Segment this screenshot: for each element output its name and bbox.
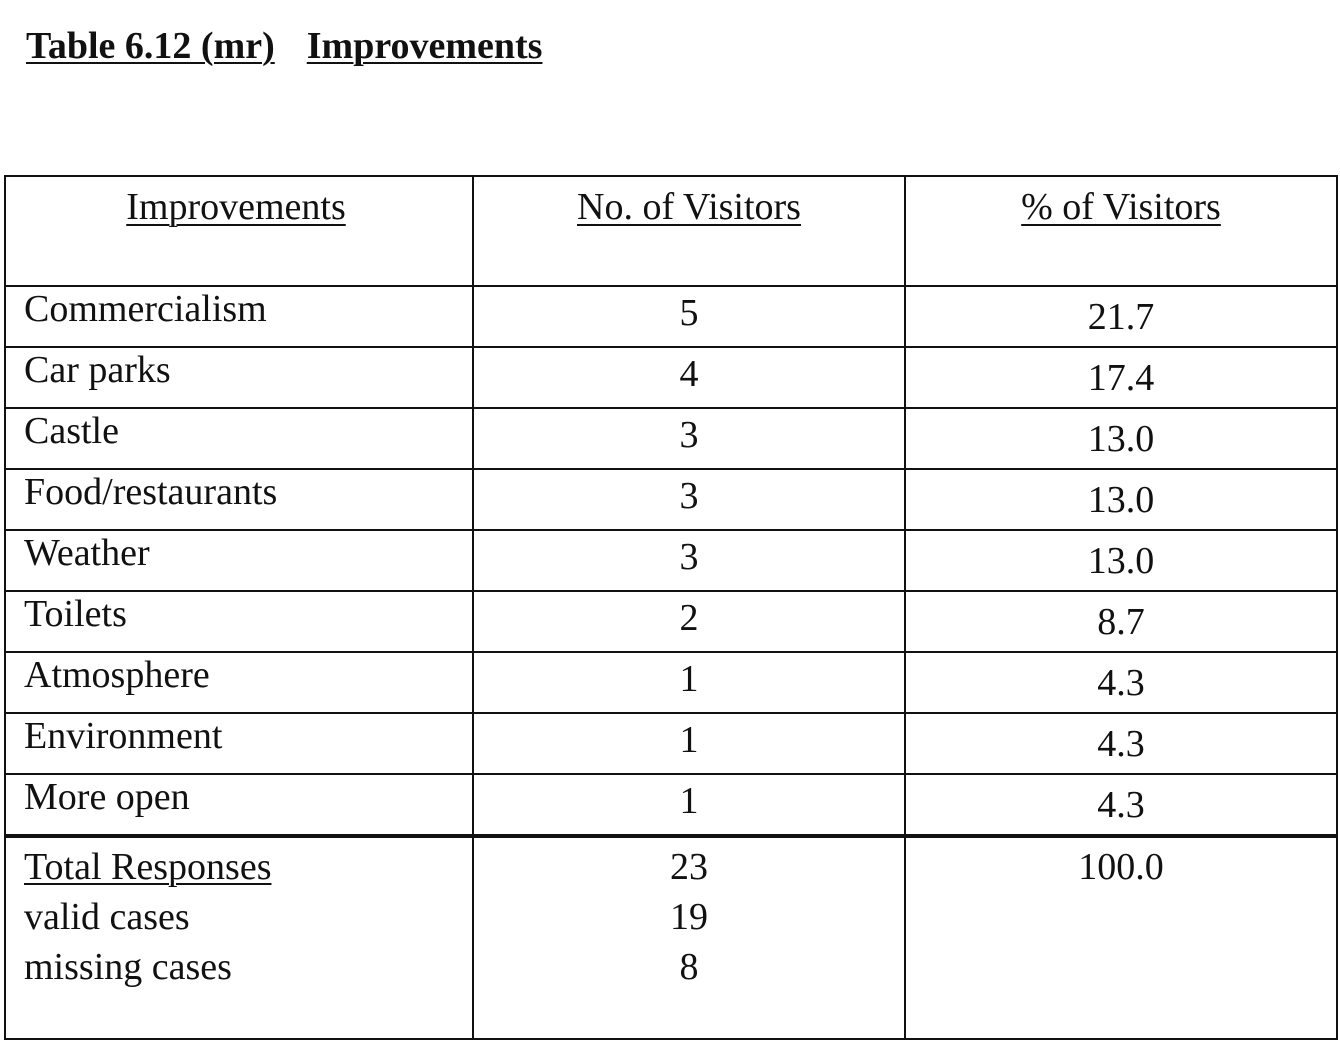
table-row: [5, 652, 1337, 713]
visitors-cell: 3: [473, 408, 905, 469]
header-row: [5, 176, 1337, 286]
visitors-cell: 1: [473, 713, 905, 774]
percent-cell: 13.0: [905, 469, 1337, 530]
visitors-cell: 3: [473, 530, 905, 591]
valid-cases-value: 19: [670, 896, 708, 938]
table-row: [5, 408, 1337, 469]
total-percent-value: 100.0: [1078, 846, 1164, 888]
total-responses-label: Total Responses: [24, 846, 272, 888]
table-number: Table 6.12 (mr): [26, 25, 275, 67]
missing-cases-value: 8: [679, 946, 699, 988]
percent-cell: 4.3: [905, 652, 1337, 713]
percent-cell: 17.4: [905, 347, 1337, 408]
improvement-cell: More open: [5, 774, 473, 836]
table-row: [5, 469, 1337, 530]
percent-cell: 13.0: [905, 530, 1337, 591]
improvements-table: [4, 175, 1338, 1040]
column-header-no-of-visitors: No. of Visitors: [473, 176, 905, 286]
column-header-percent-of-visitors: % of Visitors: [905, 176, 1337, 286]
percent-cell: 13.0: [905, 408, 1337, 469]
visitors-cell: 3: [473, 469, 905, 530]
valid-cases-label: valid cases: [24, 896, 190, 938]
improvement-cell: Commercialism: [5, 286, 473, 347]
improvement-cell: Car parks: [5, 347, 473, 408]
visitors-cell: 1: [473, 652, 905, 713]
totals-row: [5, 836, 1337, 1039]
improvement-cell: Atmosphere: [5, 652, 473, 713]
column-header-improvements: Improvements: [5, 176, 473, 286]
improvement-cell: Castle: [5, 408, 473, 469]
visitors-cell: 4: [473, 347, 905, 408]
table-row: [5, 530, 1337, 591]
totals-percent-cell: [905, 836, 1337, 1039]
visitors-cell: 1: [473, 774, 905, 836]
improvement-cell: Weather: [5, 530, 473, 591]
totals-visitors-cell: [473, 836, 905, 1039]
visitors-cell: 5: [473, 286, 905, 347]
table-title: Improvements: [306, 25, 543, 67]
table-row: [5, 774, 1337, 836]
visitors-cell: 2: [473, 591, 905, 652]
percent-cell: 21.7: [905, 286, 1337, 347]
table-row: [5, 286, 1337, 347]
percent-cell: 4.3: [905, 713, 1337, 774]
improvement-cell: Toilets: [5, 591, 473, 652]
percent-cell: 4.3: [905, 774, 1337, 836]
percent-cell: 8.7: [905, 591, 1337, 652]
table-row: [5, 713, 1337, 774]
total-responses-value: 23: [670, 846, 708, 888]
improvement-cell: Food/restaurants: [5, 469, 473, 530]
table-row: [5, 591, 1337, 652]
improvement-cell: Environment: [5, 713, 473, 774]
page-title: [26, 24, 542, 68]
totals-label-cell: [5, 836, 473, 1039]
table-row: [5, 347, 1337, 408]
missing-cases-label: missing cases: [24, 946, 232, 988]
